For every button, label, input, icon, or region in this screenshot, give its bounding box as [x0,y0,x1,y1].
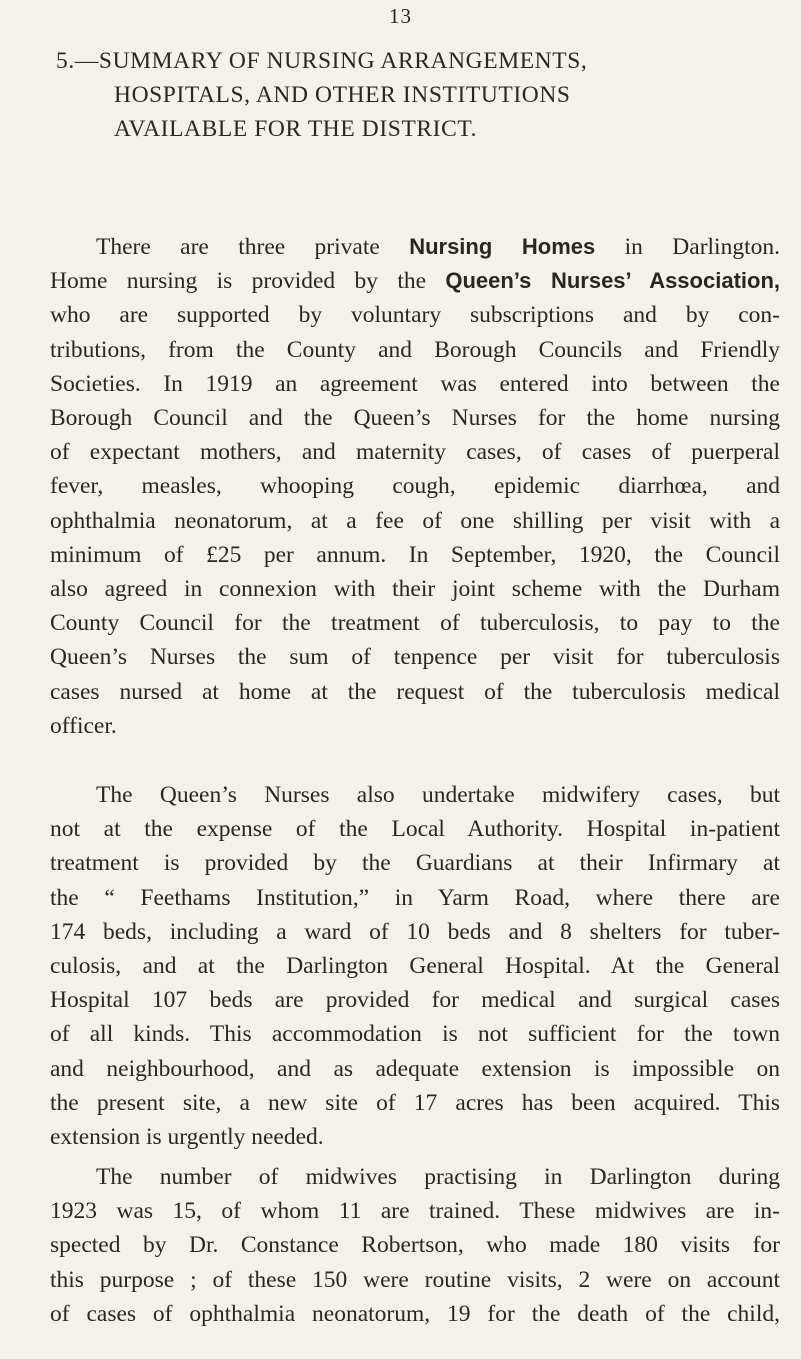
text-line: The number of midwives practising in Darlington during [96,1164,780,1190]
heading-line-2: HOSPITALS, AND OTHER INSTITUTIONS [114,82,571,108]
text-line: officer. [50,712,117,739]
nursing-homes-term: Nursing Homes [409,234,596,259]
text-line: The Queen’s Nurses also undertake midwifery cases, but [96,782,780,808]
text-line: spected by Dr. Constance Robertson, who made 180 visits for [50,1232,780,1259]
paragraph-midwives [50,1160,780,1331]
section-heading [56,44,776,146]
text-line: of all kinds. This accommodation is not sufficient for the town [50,1021,780,1048]
text-line: County Council for the treatment of tuberculosis, to pay to the [50,610,780,637]
paragraph-hospitals [50,778,780,1154]
page-number: 13 [389,4,412,28]
text-line: treatment is provided by the Guardians at their Infirmary at [50,850,780,877]
text-line: Home nursing is provided by the Queen’s Nurses’ Association, [50,268,780,295]
text-line: fever, measles, whooping cough, epidemic diarrhœa, and [50,473,780,500]
text-line: extension is urgently needed. [50,1124,324,1151]
text-line: the present site, a new site of 17 acres has been acquired. This [50,1089,780,1116]
text-line: ophthalmia neonatorum, at a fee of one shilling per visit with a [50,507,780,534]
text-line: culosis, and at the Darlington General Hospital. At the General [50,953,780,980]
text-line: and neighbourhood, and as adequate extension is impossible on [50,1055,780,1082]
text-line: 1923 was 15, of whom 11 are trained. These midwives are in- [50,1198,780,1225]
text-line: of cases of ophthalmia neonatorum, 19 for the death of the child, [50,1300,780,1327]
text-line: There are three private Nursing Homes in Darlington. [96,234,780,260]
text-line: this purpose ; of these 150 were routine visits, 2 were on account [50,1266,780,1293]
text-line: of expectant mothers, and maternity cases, of cases of puerperal [50,439,780,466]
queens-nurses-association-term: Queen’s Nurses’ Association, [445,268,780,294]
text-line: Borough Council and the Queen’s Nurses for the home nursing [50,405,780,432]
text-line: 174 beds, including a ward of 10 beds and 8 shelters for tuber- [50,918,780,945]
heading-line-1: 5.—SUMMARY OF NURSING ARRANGEMENTS, [56,48,588,74]
text-line: Hospital 107 beds are provided for medical and surgical cases [50,987,780,1014]
heading-line-3: AVAILABLE FOR THE DISTRICT. [114,116,478,142]
paragraph-nursing-homes [50,230,780,743]
text-line: minimum of £25 per annum. In September, 1920, the Council [50,541,780,568]
text-line: not at the expense of the Local Authority. Hospital in-patient [50,816,780,843]
text-line: who are supported by voluntary subscriptions and by con- [50,302,780,329]
text-line: tributions, from the County and Borough Councils and Friendly [50,336,780,363]
text-line: also agreed in connexion with their joint scheme with the Durham [50,576,780,603]
text-line: Societies. In 1919 an agreement was entered into between the [50,370,780,397]
text-line: the “ Feethams Institution,” in Yarm Road, where there are [50,884,780,911]
text-line: Queen’s Nurses the sum of tenpence per visit for tuberculosis [50,644,780,671]
text-line: cases nursed at home at the request of the tuberculosis medical [50,678,780,705]
